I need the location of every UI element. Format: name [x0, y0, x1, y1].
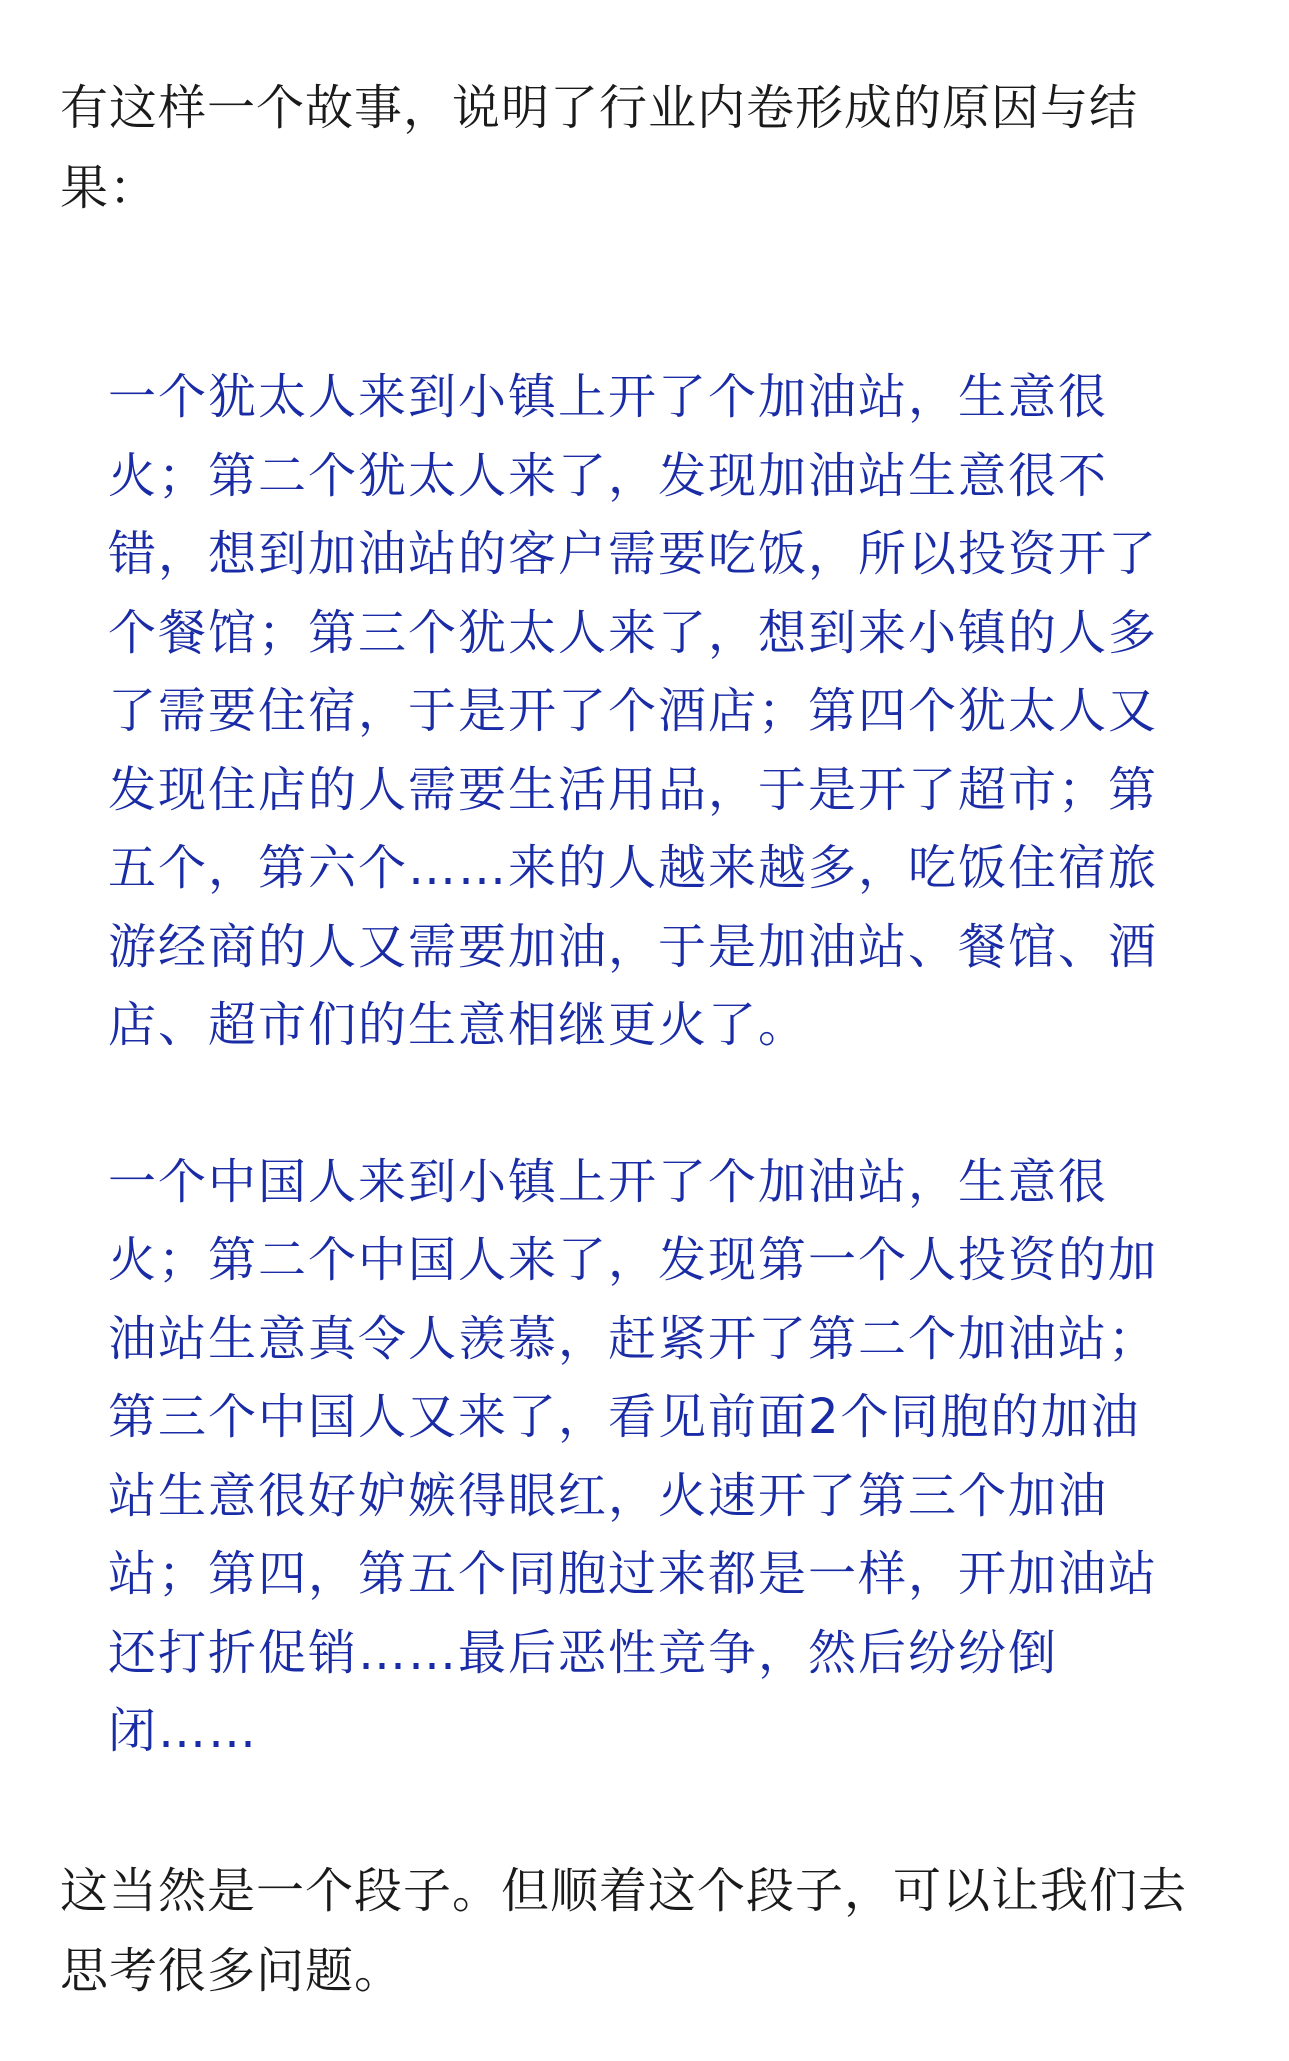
quote-paragraph-chinese: 一个中国人来到小镇上开了个加油站，生意很火；第二个中国人来了，发现第一个人投资的加油站生意真令人羡慕，赶紧开了第二个加油站；第三个中国人又来了，看见前面2个同胞的加油站生意很好妒嫉得眼红，火速开了第三个加油站；第四，第五个同胞过来都是一样，开加油站还打折促销……最后恶性竞争，然后纷纷倒闭……: [108, 1153, 1159, 1759]
outro-paragraph: 这当然是一个段子。但顺着这个段子，可以让我们去思考很多问题。: [60, 1862, 1188, 1999]
story-quote: [60, 358, 1181, 1771]
quote-paragraph-jewish: 一个犹太人来到小镇上开了个加油站，生意很火；第二个犹太人来了，发现加油站生意很不错，想到加油站的客户需要吃饭，所以投资开了个餐馆；第三个犹太人来了，想到来小镇的人多了需要住宿，于是开了个酒店；第四个犹太人又发现住店的人需要生活用品，于是开了超市；第五个，第六个……来的人越来越多，吃饭住宿旅游经商的人又需要加油，于是加油站、餐馆、酒店、超市们的生意相继更火了。: [108, 369, 1159, 1053]
intro-paragraph: 有这样一个故事，说明了行业内卷形成的原因与结果：: [60, 80, 1139, 216]
